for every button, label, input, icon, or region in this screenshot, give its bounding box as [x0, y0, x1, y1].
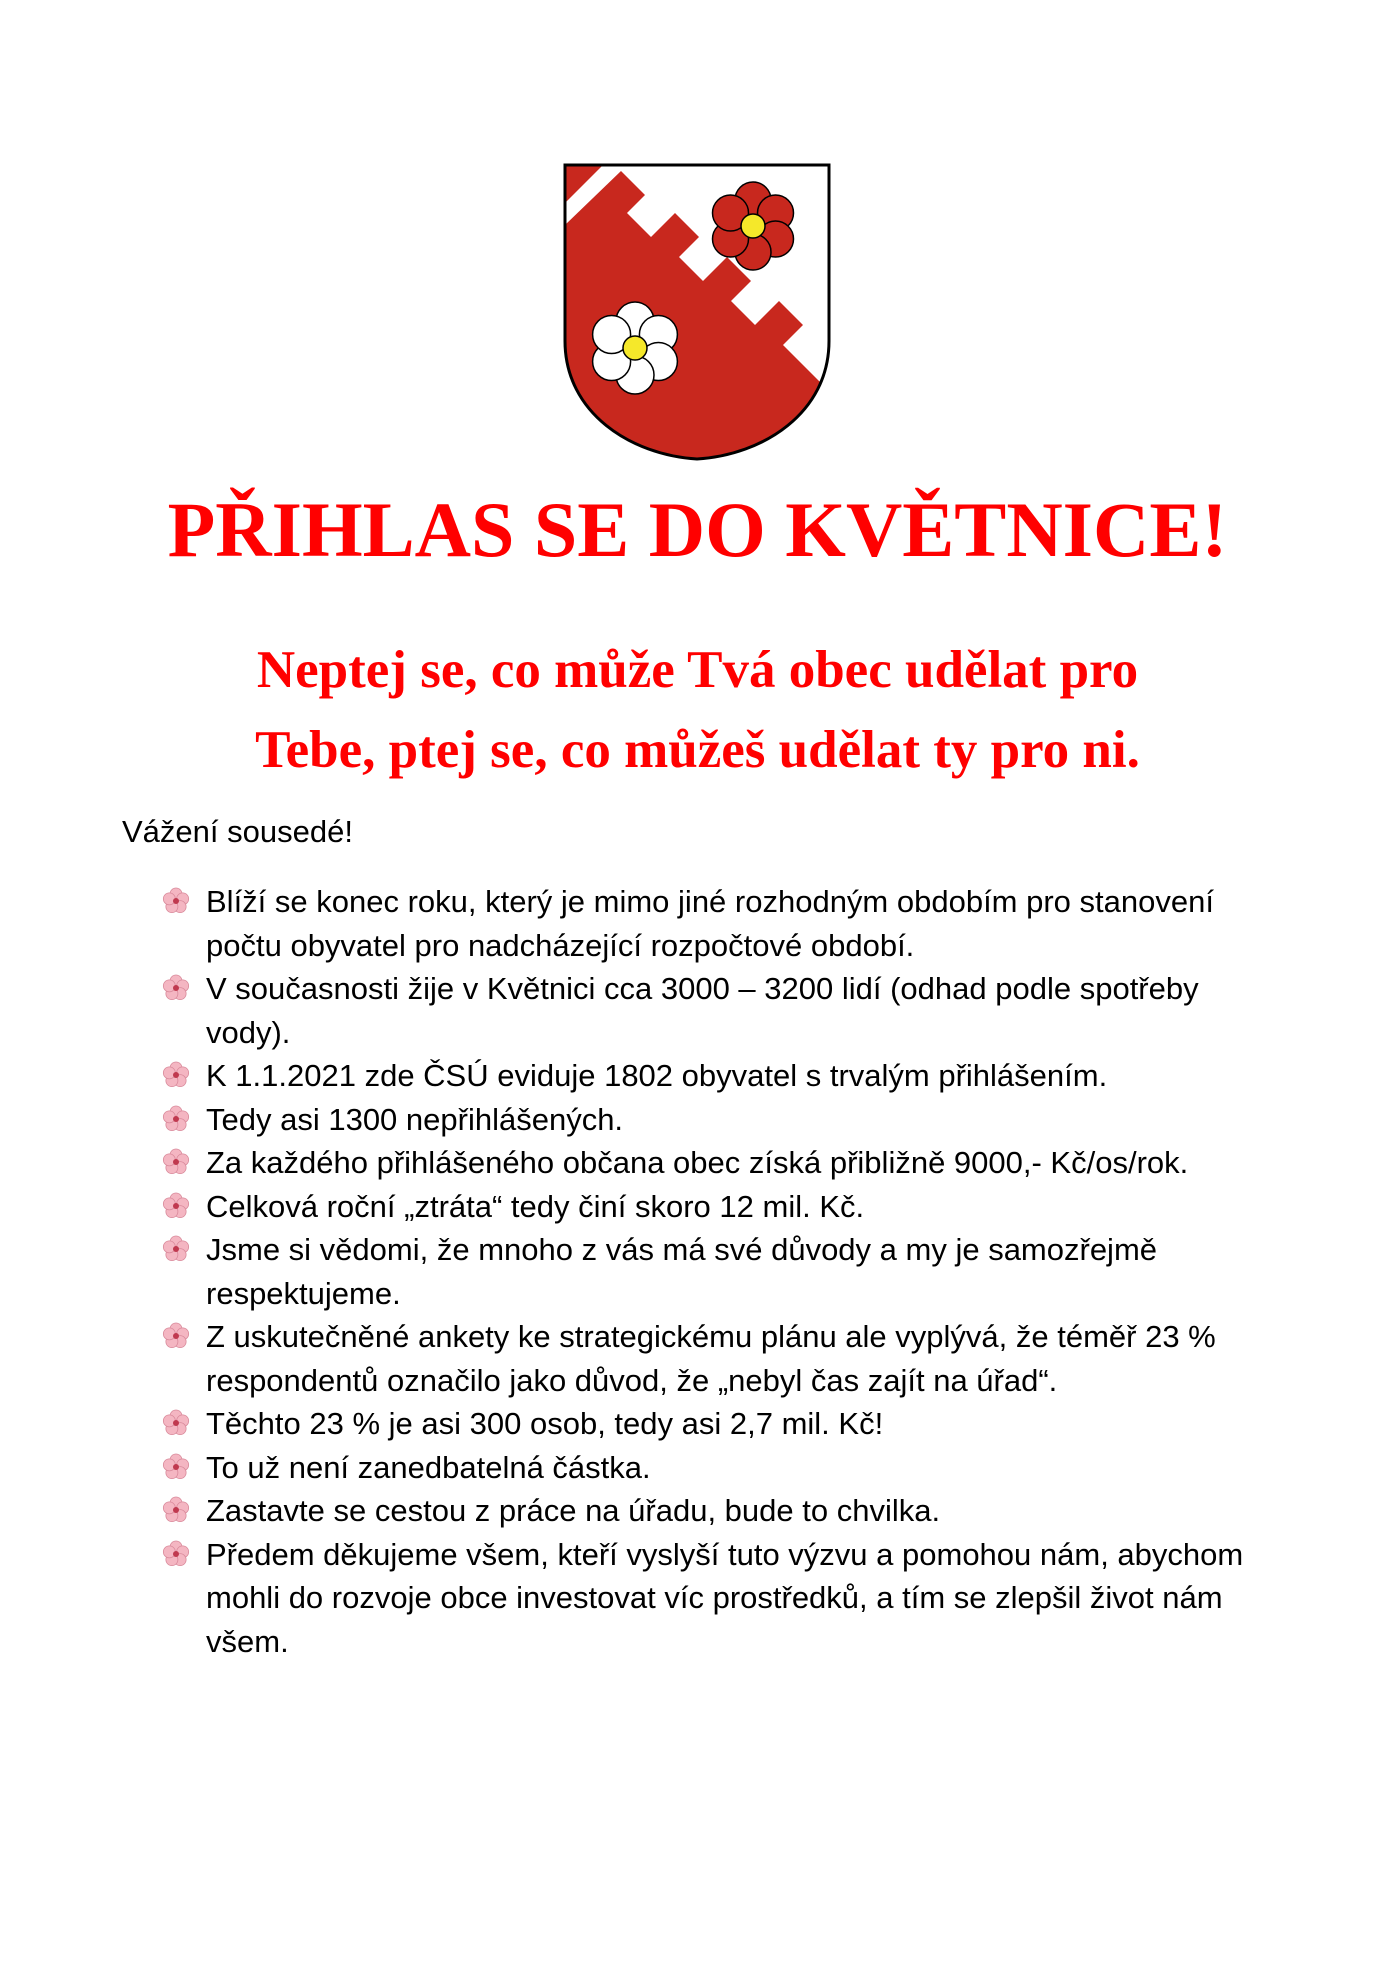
list-item [160, 1533, 1280, 1664]
flower-bullet-icon [162, 887, 190, 915]
list-item [160, 1098, 1280, 1142]
list-item-text: K 1.1.2021 zde ČSÚ eviduje 1802 obyvatel s trvalým přihlášením. [206, 1058, 1108, 1093]
list-item-text: Těchto 23 % je asi 300 osob, tedy asi 2,7 mil. Kč! [206, 1406, 884, 1441]
flower-bullet-icon [162, 1453, 190, 1481]
subtitle-line: Neptej se, co může Tvá obec udělat pro [256, 641, 1139, 699]
list-item-text: Předem děkujeme všem, kteří vyslyší tuto výzvu a pomohou nám, abychom mohli do rozvoje obce investovat víc prostředků, a tím se zlepšil život nám všem. [206, 1536, 1244, 1659]
list-item [160, 880, 1280, 967]
list-item-text: Jsme si vědomi, že mnoho z vás má své důvody a my je samozřejmě respektujeme. [206, 1232, 1158, 1311]
list-item [160, 1054, 1280, 1098]
flower-bullet-icon [162, 1496, 190, 1524]
list-item-text: Za každého přihlášeného občana obec získá přibližně 9000,- Kč/os/rok. [206, 1145, 1189, 1180]
list-item-text: Celková roční „ztráta“ tedy činí skoro 12 mil. Kč. [206, 1188, 865, 1224]
list-item-text: V současnosti žije v Květnici cca 3000 – 3200 lidí (odhad podle spotřeby vody). [206, 971, 1199, 1050]
flower-bullet-icon [162, 1148, 190, 1176]
greeting: Vážení sousedé! [122, 814, 353, 849]
list-item-text: Zastavte se cestou z práce na úřadu, bude to chvilka. [206, 1493, 941, 1528]
flower-bullet-icon [162, 1409, 190, 1437]
bullet-list [160, 880, 1280, 1663]
list-item-text: Z uskutečněné ankety ke strategickému plánu ale vyplývá, že téměř 23 % respondentů označilo jako důvod, že „nebyl čas zajít na úřad“. [206, 1319, 1216, 1398]
list-item [160, 1185, 1280, 1229]
list-item [160, 1446, 1280, 1490]
flower-bullet-icon [162, 1540, 190, 1568]
page-title: PŘIHLAS SE DO KVĚTNICE! [167, 486, 1228, 573]
list-item [160, 1489, 1280, 1533]
list-item-text: To už není zanedbatelná částka. [206, 1449, 651, 1485]
list-item [160, 1315, 1280, 1402]
list-item [160, 1402, 1280, 1446]
list-item-text: Tedy asi 1300 nepřihlášených. [206, 1101, 624, 1137]
list-item [160, 1141, 1280, 1185]
coat-of-arms-icon [563, 163, 831, 461]
list-item [160, 967, 1280, 1054]
list-item [160, 1228, 1280, 1315]
list-item-text: Blíží se konec roku, který je mimo jiné rozhodným obdobím pro stanovení počtu obyvatel pro nadcházející rozpočtové období. [206, 884, 1214, 963]
flower-bullet-icon [162, 1192, 190, 1220]
flower-bullet-icon [162, 1105, 190, 1133]
flower-bullet-icon [162, 1322, 190, 1350]
flower-bullet-icon [162, 1235, 190, 1263]
subtitle-line: Tebe, ptej se, co můžeš udělat ty pro ni. [255, 721, 1140, 779]
page-subtitle [0, 630, 1395, 790]
flower-bullet-icon [162, 974, 190, 1002]
flower-bullet-icon [162, 1061, 190, 1089]
